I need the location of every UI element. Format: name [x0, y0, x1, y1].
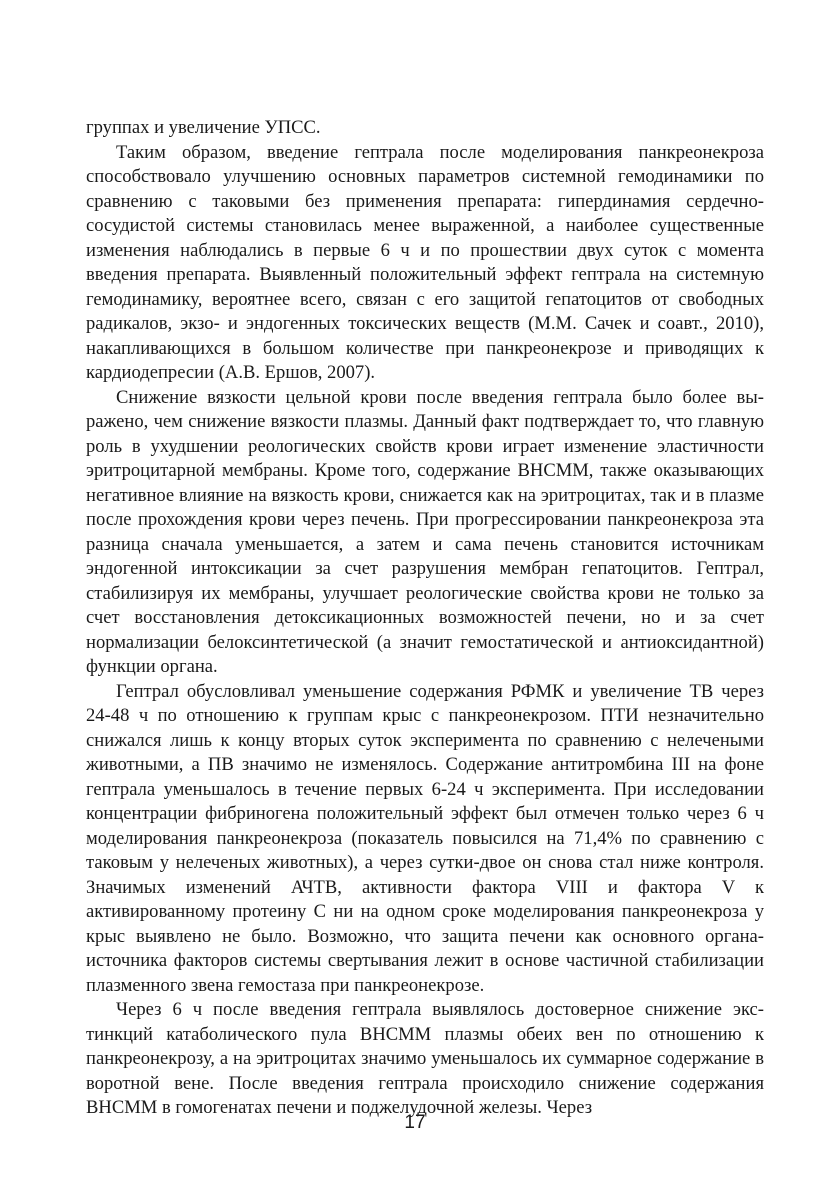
paragraph: Гептрал обусловливал уменьшение содержания РФМК и увеличение ТВ через 24-48 ч по отношению к группам крыс с панкреонекрозом. ПТИ незначительно снижался лишь к концу вторых суток эксперимента по сравнению с нелечеными животными, а ПВ значимо не изменялось. Содержание антитромбина III на фоне гептрала уменьшалось в течение первых 6-24 ч эксперимента. При исследовании концентрации фибриногена положительный эффект был отмечен только через 6 ч моделирования панкреонекроза (показатель повысился на 71,4% по сравнению с таковым у нелеченых животных), а через сутки-двое он снова стал ниже контроля. Значимых изменений АЧТВ, активности фактора VIII и фактора V к активированному протеину С ни на одном сроке моделирования панкреонекроза у крыс выявлено не было. Возможно, что защита печени как основного органа-источника факторов системы свертывания лежит в основе частичной стабилизации плазменного звена гемостаза при панкреонекрозе. — [86, 680, 764, 996]
body-text — [86, 116, 764, 1121]
paragraph-continuation: группах и увеличение УПСС. — [86, 117, 321, 138]
paragraph: Через 6 ч после введения гептрала выявлялось достоверное снижение экстинкций катаболического пула ВНСММ плазмы обеих вен по отношению к панкреонекрозу, а на эритроцитах значимо уменьшалось их суммарное содержание в воротной вене. После введения гептрала происходило снижение содержания ВНСММ в гомогенатах печени и поджелудочной железы. Через — [86, 999, 764, 1118]
paragraph: Таким образом, введение гептрала после моделирования панкреонекроза способствовало улучшению основных параметров системной гемодинамики по сравнению с таковыми без применения препарата: гипердинамия сердечно-сосудистой системы становилась менее выраженной, а наиболее существенные изменения наблюдались в первые 6 ч и по прошествии двух суток с момента введения препарата. Выявленный положительный эффект гептрала на системную гемодинамику, вероятнее всего, связан с его защитой гепатоцитов от свободных радикалов, экзо- и эндогенных токсических веществ (М.М. Сачек и соавт., 2010), накапливающихся в большом количестве при панкреонекрозе и приводящих к кардиодепресии (А.В. Ершов, 2007). — [86, 141, 764, 383]
page-number: 17 — [404, 1112, 426, 1133]
paragraph: Снижение вязкости цельной крови после введения гептрала было более выражено, чем снижение вязкости плазмы. Данный факт подтверждает то, что главную роль в ухудшении реологических свойств крови играет изменение эластичности эритроцитарной мембраны. Кроме того, содержание ВНСММ, также оказывающих негативное влияние на вязкость крови, снижается как на эритроцитах, так и в плазме после прохождения крови через печень. При прогрессировании панкреонекроза эта разница сначала уменьшается, а затем и сама печень становится источникам эндогенной интоксикации за счет разрушения мембран гепатоцитов. Гептрал, стабилизируя их мембраны, улучшает реологические свойства крови не только за счет восстановления детоксикационных возможностей печени, но и за счет нормализации белоксинтетической (а значит гемостатической и антиоксидантной) функции органа. — [86, 386, 764, 677]
